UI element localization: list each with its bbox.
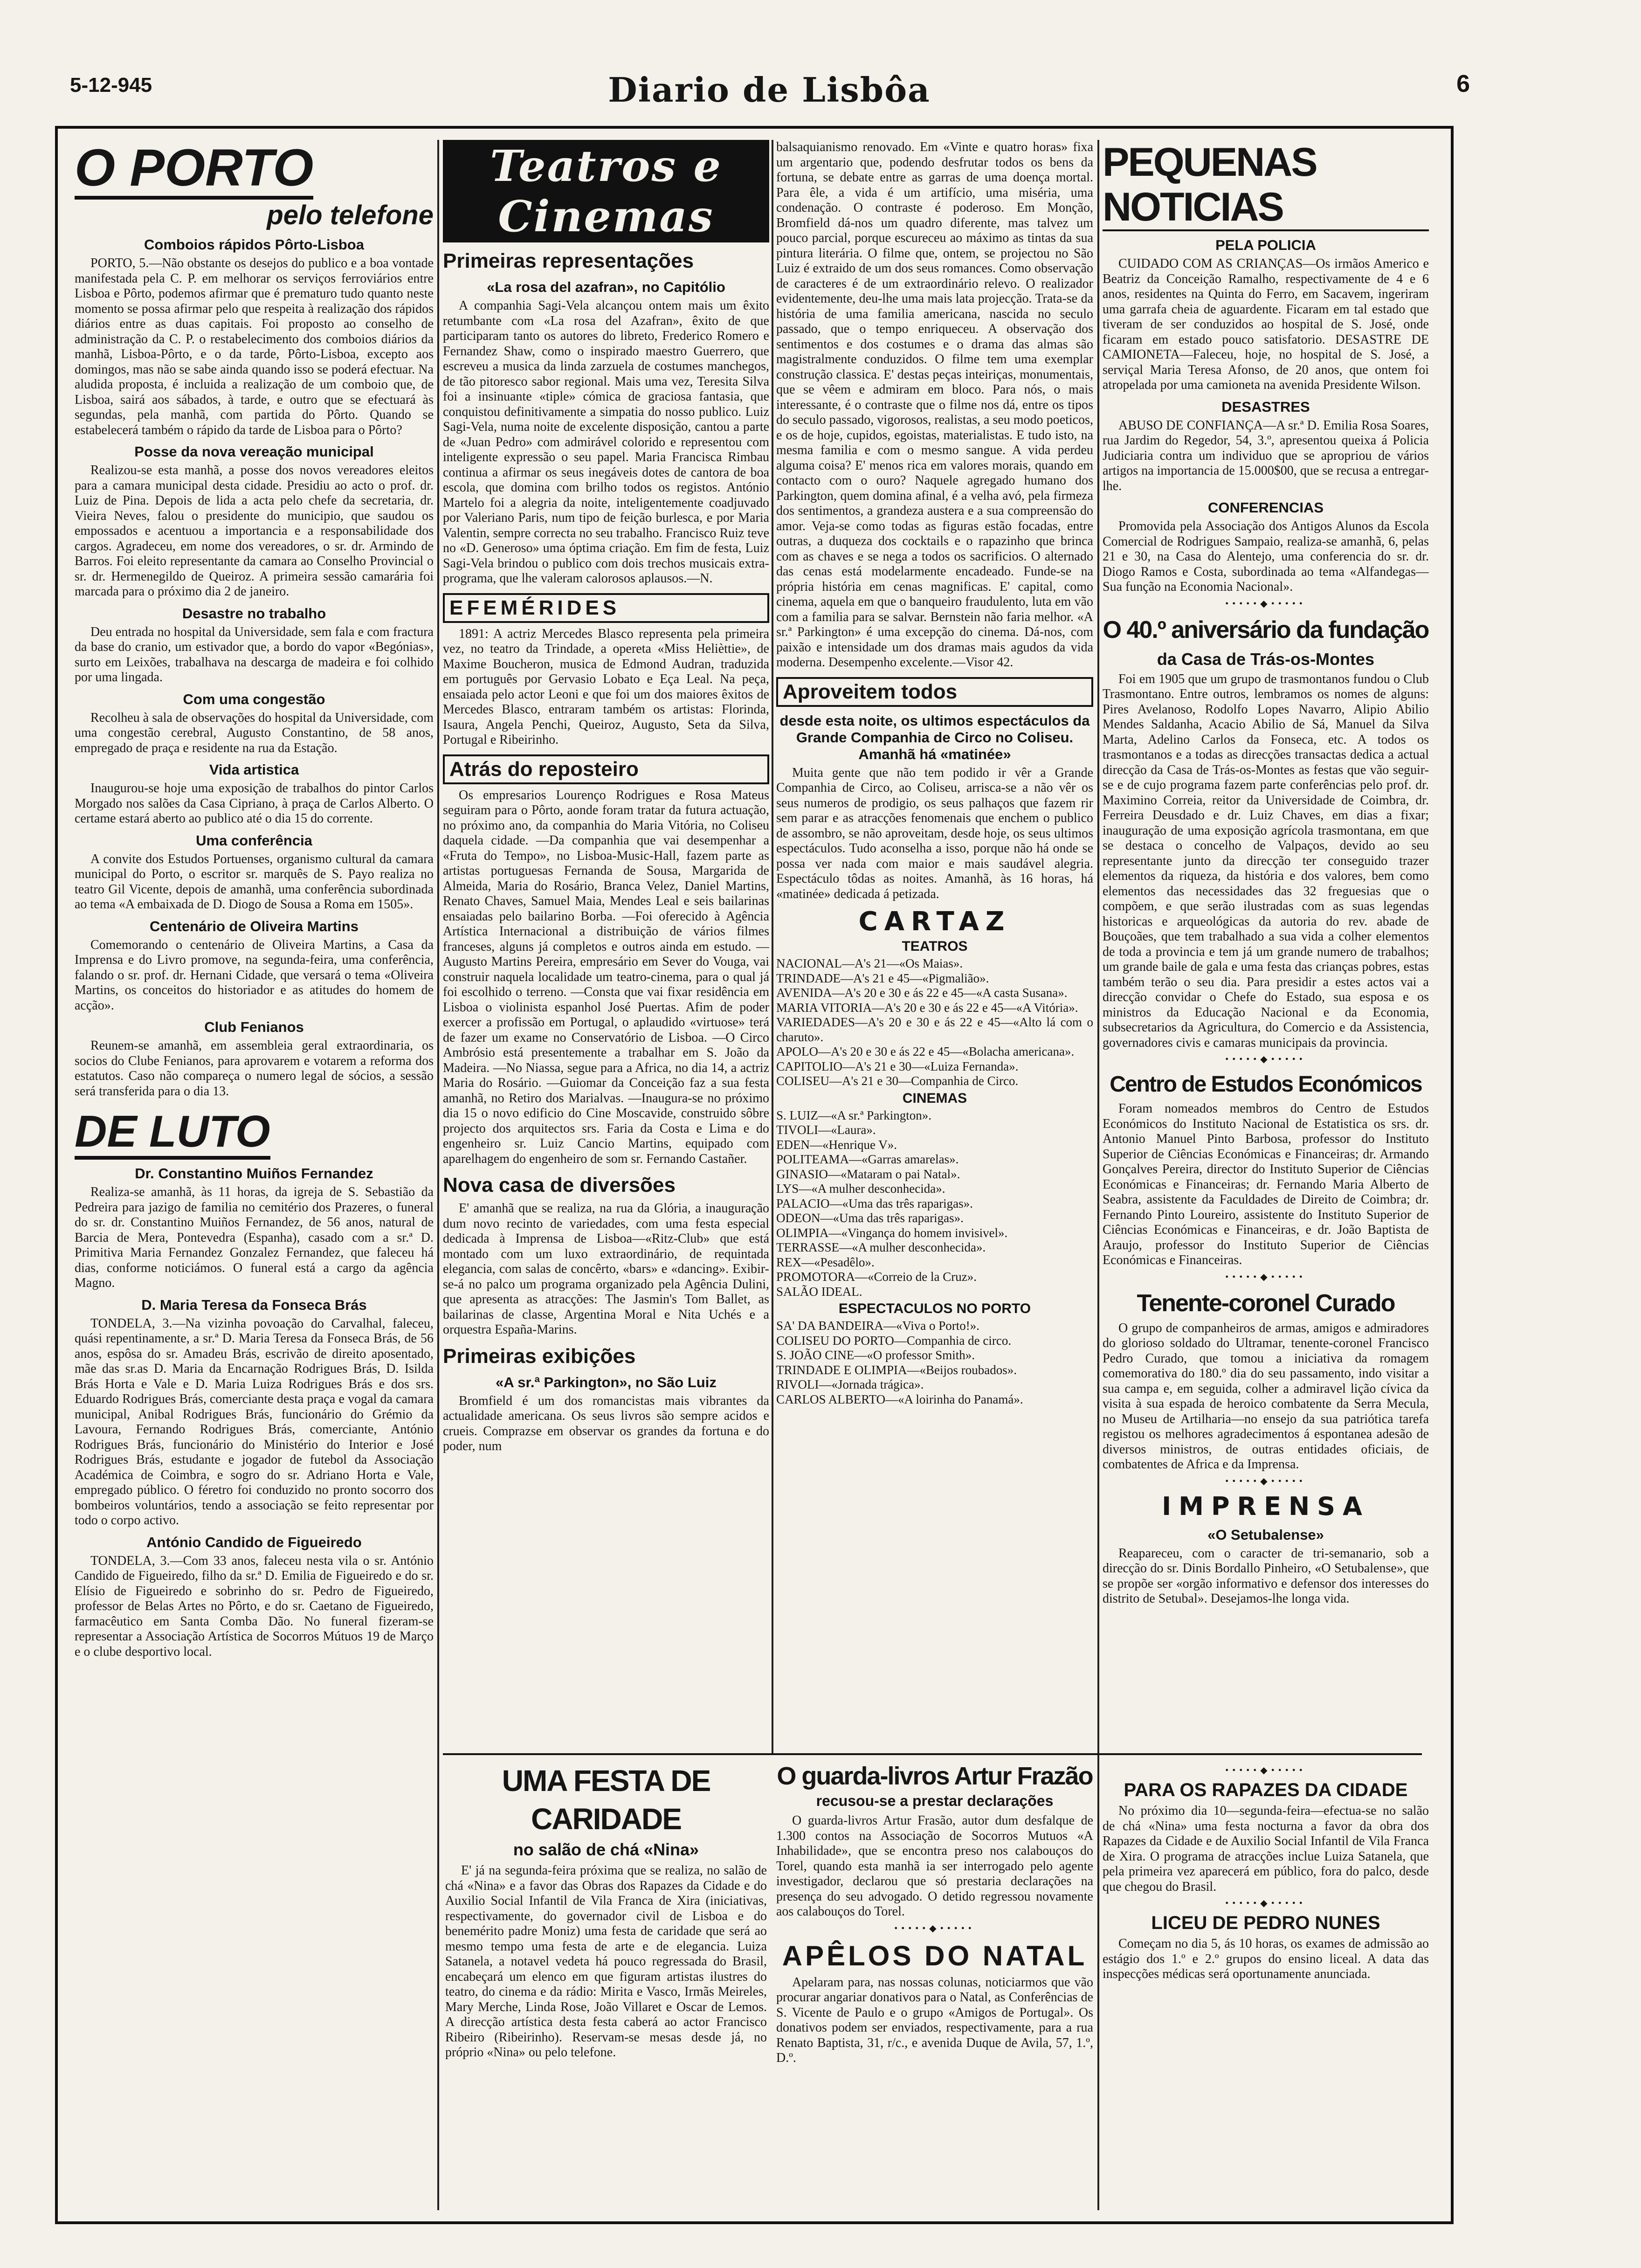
- divider-ornament: •••••◆•••••: [1225, 1476, 1306, 1487]
- column-rule: [772, 140, 773, 1753]
- article-heading: Club Fenianos: [204, 1019, 304, 1035]
- article-heading: O guarda-livros Artur Frazão: [777, 1762, 1093, 1790]
- article-body: Deu entrada no hospital da Universidade, sem fala e com fractura da base do cranio, um estivador que, a bordo do vapor «Begónias», surto em Leixões, trabalhava na descarga de madeira e foi colhido por uma lingada.: [75, 624, 434, 685]
- article-body: PORTO, 5.—Não obstante os desejos do publico e a boa vontade manifestada pela C. P. em melhorar os serviços ferroviários entre Lisboa e Pôrto, podemos afirmar que é prematuro tudo quanto neste momento se possa afirmar pelo que respeita à realização dos rápidos diários entre as duas capitais. Foi proposto ao conselho de administração da C. P. o restabelecimento dos comboios diários da manhã, Lisboa-Pôrto, e o da tarde, Pôrto-Lisboa, excepto aos domingos, mas não se sabe ainda quando isso se poderá efectuar. Na aludida proposta, é incluida a realização de um comboio que, de Lisboa, sairá aos sábados, à tarde, e outro que se efectuará às segundas, pela manhã, com partida do Pôrto. Quando se estabelecerá também o rápido da tarde de Lisboa para o Pôrto?: [75, 256, 434, 437]
- divider-ornament: •••••◆•••••: [1225, 1272, 1306, 1282]
- section-title-luto: DE LUTO: [75, 1107, 270, 1160]
- cartaz-porto-label: ESPECTACULOS NO PORTO: [838, 1301, 1031, 1316]
- list-item: NACIONAL—A's 21—«Os Maias».: [776, 956, 963, 970]
- column-rule: [437, 140, 439, 2210]
- article-body: balsaquianismo renovado. Em «Vinte e quatro horas» fixa um argentario que, podendo desfrutar todos os bens da fortuna, se debate entre as garras de uma doença mortal. Para êle, a vida é um artifício, uma miséria, uma condenação. O contraste é poderoso. Em Monção, Bromfield dá-nos um quadro diferente, mas talvez um pouco parcial, porque escureceu ao máximo as tintas da sua pintura literária. O filme que, ontem, se projectou no São Luiz é extraido de um dos seus romances. Como observação de caracteres é de um extraordinário relevo. O realizador evidentemente, deu-lhe uma mais lata projecção. Trata-se da história de uma familia americana, nascida no seculo passado, que o tempo enriqueceu. A observação dos sentimentos e dos costumes e o drama das almas são magistralmente conduzidos. O filme tem uma exemplar construção classica. E' destas peças inteiriças, monumentais, que se vêem e admiram em bloco. Para nós, o mais interessante, é o contraste que o filme nos dá, entre os tipos do seculo passado, vigorosos, realistas, a seu modo poeticos, e os de hoje, cupidos, egoistas, materialistas. E tudo isto, na mesma familia e com o mesmo sangue. A vida perdeu alguma coisa? E' menos rica em valores morais, quando em contacto com o ouro? Naquele agregado humano dos Parkington, quem domina afinal, é a velha avó, pela firmeza dos sentimentos, a grandeza austera e a sua compreensão do amor. Veja-se como todas as figuras estão focadas, entre outras, a duqueza dos cocktails e o rapazinho que brinca com as chaves e se nega a todos os sacrificios. O alternado das cenas está modelarmente encadeado. Funde-se na própria história em cenas magnificas. E' capital, como cinema, aquela em que o banqueiro fraudulento, luta em vão com a familia para se salvar. Bernstein não faria melhor. «A sr.ª Parkington» é uma excepção do cinema. Dá-nos, com paixão e intensidade um dos dramas mais agudos da vida moderna. Desempenho excelente.—Visor 42.: [776, 140, 1093, 670]
- list-item: PALACIO—«Uma das três raparigas».: [776, 1196, 973, 1210]
- list-item: SALÃO IDEAL.: [776, 1284, 862, 1299]
- obituary-body: TONDELA, 3.—Na vizinha povoação do Carvalhal, faleceu, quási repentinamente, a sr.ª D. Maria Teresa da Fonseca Brás, de 56 anos, espôsa do sr. Amadeu Brás, escrivão de direito aposentado, mãe das sr.as D. Maria da Encarnação Rodrigues Brás, D. Isilda Brás Horta e Vale e D. Maria Luiza Rodrigues Brás e dos srs. Eduardo Rodrigues Brás, comerciante desta praça e vogal da camara municipal, Anibal Rodrigues Brás, funcionário do Grémio da Lavoura, Fernando Rodrigues Brás, comerciante, António Rodrigues Brás, funcionário do Ministério do Interior e José Rodrigues Brás, estudante e jogador de futebol da Associação Académica de Coimbra, e sogro do sr. Adriano Horta e Vale, empregado público. O féretro foi conduzido no pronto socorro dos bombeiros voluntários, tendo a associação se feito representar por todo o corpo activo.: [75, 1316, 434, 1528]
- article-body: E' amanhã que se realiza, na rua da Glória, a inauguração dum novo recinto de variedades, com uma festa especial dedicada à Imprensa de Lisboa—«Ritz-Club» que está montado com um luxo extraordinário, de requintada elegancia, com salas de concêrto, «bars» e «dancing». Exibir-se-á no palco um programa organizado pela Agência Dulini, que apresenta as atracções: The Jasmin's Tom Ballet, as bailarinas de classe, Argentina Moral e Nita Uchés e a orquestra España-Marins.: [443, 1201, 769, 1337]
- bottom-article-frazao: [776, 1762, 1093, 2209]
- obituary-heading: António Candido de Figueiredo: [146, 1534, 362, 1550]
- article-body: Recolheu à sala de observações do hospital da Universidade, com uma congestão cerebral, Augusto Constantino, de 58 anos, empregado de praça e residente na rua da Estação.: [75, 710, 434, 755]
- masthead: [70, 70, 1469, 112]
- list-item: ODEON—«Uma das três raparigas».: [776, 1211, 964, 1225]
- article-body: Começam no dia 5, ás 10 horas, os exames de admissão ao estágio dos 1.º e 2.º grupos do ensino liceal. A data das inspecções médicas será oportunamente anunciada.: [1103, 1936, 1429, 1981]
- article-body: E' já na segunda-feira próxima que se realiza, no salão de chá «Nina» e a favor das Obras dos Rapazes da Cidade e do Auxilio Social Infantil de Vila Franca de Xira (iniciativas, respectivamente, do governador civil de Lisboa e do benemérito padre Moniz) uma festa de caridade que será ao mesmo tempo uma festa de arte e de elegancia. Luiza Satanela, a notavel vedeta há pouco regressada do Brasil, encabeçará um elenco em que figuram artistas ilustres do teatro, do cinema e da rádio: Mirita e Vasco, Irmãs Meireles, Mary Merche, Linda Rose, João Villaret e Oscar de Lemos. A direcção artística desta festa caberá ao actor Francisco Ribeiro (Ribeirinho). Reservam-se mesas desde já, no próprio «Nina» ou pelo telefone.: [445, 1863, 767, 2060]
- article-heading: Comboios rápidos Pôrto-Lisboa: [144, 236, 364, 253]
- list-item: RIVOLI—«Jornada trágica».: [776, 1377, 924, 1391]
- article-body: ABUSO DE CONFIANÇA—A sr.ª D. Emilia Rosa Soares, rua Jardim do Regedor, 54, 3.º, apresentou queixa á Policia Judiciaria contra um individuo que se apropriou de vários artigos na importancia de 15.000$00, que se recusa a entregar-lhe.: [1103, 418, 1429, 493]
- cartaz-cinemas-label: CINEMAS: [902, 1090, 967, 1106]
- article-body: A convite dos Estudos Portuenses, organismo cultural da camara municipal do Porto, o escritor sr. marquês de S. Payo realiza no teatro Gil Vicente, depois de amanhã, uma conferência subordinada ao tema «A embaixada de D. Diogo de Sousa a Roma em 1505».: [75, 851, 434, 912]
- cartaz-teatros-label: TEATROS: [902, 939, 968, 954]
- bottom-article-festa: [445, 1762, 767, 2209]
- list-item: AVENIDA—A's 20 e 30 e ás 22 e 45—«A casta Susana».: [776, 986, 1068, 1000]
- article-body: No próximo dia 10—segunda-feira—efectua-se no salão de chá «Nina» uma festa nocturna a favor da obra dos Rapazes da Cidade e de Auxilio Social Infantil de Vila Franca de Xira. O programa de atracções inclue Luiza Satanela, que pela primeira vez aparecerá em público, fora do palco, desde que chegou do Brasil.: [1103, 1804, 1429, 1894]
- obituary-body: TONDELA, 3.—Com 33 anos, faleceu nesta vila o sr. António Candido de Figueiredo, filho da sr.ª D. Emilia de Figueiredo e do sr. Elísio de Figueiredo e sobrinho do sr. Pedro de Figueiredo, professor de Belas Artes no Pôrto, e do sr. Caetano de Figueiredo, farmacêutico em Santa Comba Dão. No funeral fizeram-se representar a Associação Artística de Socorros Mútuos 19 de Março e o clube desportivo local.: [75, 1553, 434, 1659]
- list-item: PROMOTORA—«Correio de la Cruz».: [776, 1270, 977, 1284]
- article-heading: Aproveitem todos: [776, 677, 1093, 707]
- list-item: S. LUIZ—«A sr.ª Parkington».: [776, 1108, 931, 1122]
- cinemas-list: [776, 1108, 1093, 1300]
- article-body: Promovida pela Associação dos Antigos Alunos da Escola Comercial de Rodrigues Sampaio, realiza-se amanhã, 6, pelas 21 e 30, na Casa do Alentejo, uma conferencia do sr. dr. Diogo Ramos e Costa, subordinada ao tema «Alfandegas—Sua função na Economia Nacional».: [1103, 519, 1429, 594]
- column-porto: [75, 140, 434, 2210]
- article-heading: Centenário de Oliveira Martins: [150, 918, 359, 934]
- article-body: O grupo de companheiros de armas, amigos e admiradores do glorioso soldado do Ultramar, tenente-coronel Francisco Pedro Curado, que tomou a iniciativa da romagem comemorativa do 180.º dia do seu passamento, indo visitar a sua campa e, em seguida, colher a admiravel lição cívica da visita à sua espada de heroico combatente da Serra Mecula, no Museu de Artilharia—no ensejo da sua patriótica tarefa registou os melhores agradecimentos á espontanea adesão de diversos ministros, de outras entidades oficiais, de combatentes de Africa e da Imprensa.: [1103, 1321, 1429, 1472]
- article-heading: LICEU DE PEDRO NUNES: [1151, 1913, 1380, 1933]
- column-pequenas-noticias: [1103, 140, 1429, 1753]
- article-body: Comemorando o centenário de Oliveira Martins, a Casa da Imprensa e do Livro promove, na segunda-feira, uma conferência, falando o sr. prof. dr. Hernani Cidade, que versará o tema «Oliveira Martins, os conceitos do historiador e as atitudes do homem de acção».: [75, 937, 434, 1013]
- column-cartaz: [776, 140, 1093, 1753]
- article-subheading: «La rosa del azafran», no Capitólio: [487, 279, 725, 295]
- list-item: MARIA VITORIA—A's 20 e 30 e ás 22 e 45—«A Vitória».: [776, 1000, 1078, 1015]
- newspaper-title: Diario de Lisbôa: [608, 70, 931, 110]
- article-body: Muita gente que não tem podido ir vêr a Grande Companhia de Circo, ao Coliseu, arrisca-se a não vêr os seus numeros de prodigio, os seus palhaços que fazem rir sem parar e as atracções fenomenais que enchem o publico de assombro, se não aproveitam, desde hoje, os seus ultimos espectáculos. Tudo aconselha a isso, porque não há onde se possa ver nada com maior e mais saudável alegria. Espectáculo tôdas as noites. Amanhã, às 16 horas, há «matinée» dedicada á petizada.: [776, 765, 1093, 901]
- article-heading: PELA POLICIA: [1215, 237, 1316, 253]
- article-body: Realizou-se esta manhã, a posse dos novos vereadores eleitos para a camara municipal desta cidade. Presidiu ao acto o prof. dr. Luiz de Pina. Depois de lida a acta pelo chefe da secretaria, dr. Vieira Neves, falou o presidente do municipio, que saudou os empossados e acentuou a importancia e a responsabilidade dos cargos. Agradeceu, em nome dos vereadores, o sr. dr. Armindo de Barros. Foi eleito representante da camara ao Conselho Provincial o sr. dr. Hermenegildo de Queiroz. A primeira sessão camarária foi marcada para o próximo dia 2 de janeiro.: [75, 463, 434, 599]
- article-heading: Tenente-coronel Curado: [1137, 1289, 1395, 1317]
- column-rule: [1097, 140, 1099, 2210]
- teatros-list: [776, 956, 1093, 1089]
- article-subheading: da Casa de Trás-os-Montes: [1157, 649, 1375, 669]
- article-body: Inaugurou-se hoje uma exposição de trabalhos do pintor Carlos Morgado nos salões da Casa Cipriano, à praça de Carlos Alberto. O certame estará aberto ao publico até o dia 15 do corrente.: [75, 781, 434, 826]
- divider-ornament: •••••◆•••••: [1225, 598, 1306, 609]
- article-heading: Vida artistica: [209, 761, 299, 778]
- section-subtitle: pelo telefone: [267, 200, 434, 230]
- article-subheading: recusou-se a prestar declarações: [816, 1792, 1054, 1809]
- list-item: GINASIO—«Mataram o pai Natal».: [776, 1167, 960, 1181]
- list-item: TIVOLI—«Laura».: [776, 1123, 876, 1137]
- article-heading: Primeiras exibições: [443, 1344, 636, 1368]
- article-heading: CONFERENCIAS: [1207, 499, 1324, 516]
- obituary-body: Realiza-se amanhã, às 11 horas, da igreja de S. Sebastião da Pedreira para jazigo de familia no cemitério dos Prazeres, o funeral do sr. dr. Constantino Muiños Fernandez, de 56 anos, natural de Barcia de Mera, Pontevedra (Espanha), casado com a sr.ª D. Primitiva Maria Fernandez Gonzalez Fernandez, que faleceu há dias, conforme noticiámos. O funeral está a cargo da agência Magno.: [75, 1185, 434, 1290]
- article-heading: Primeiras representações: [443, 249, 694, 272]
- section-title-porto: O PORTO: [75, 140, 313, 200]
- obituary-heading: D. Maria Teresa da Fonseca Brás: [141, 1296, 367, 1313]
- article-body: Foram nomeados membros do Centro de Estudos Económicos do Instituto Nacional de Estatistica os srs. dr. Antonio Manuel Pinto Barbosa, professor do Instituto Superior de Ciências Económicas e Financeiras; dr. Armando Gonçalves Pereira, director do Instituto Superior de Ciências Económicas e Financeiras; dr. Fernando Maria Alberto de Seabra, assistente da Faculdades de Direito de Coimbra; dr. Fernando Pinto Loureiro, assistente do Instituto Superior de Ciências Económicas e Financeiras, e dr. João Baptista de Araujo, professor do Instituto Superior de Ciências Económicas e Financeiras.: [1103, 1101, 1429, 1267]
- divider-ornament: •••••◆•••••: [1225, 1898, 1306, 1908]
- list-item: COLISEU—A's 21 e 30—Companhia de Circo.: [776, 1074, 1019, 1088]
- article-heading: IMPRENSA: [1162, 1491, 1370, 1521]
- divider-ornament: •••••◆•••••: [894, 1923, 975, 1934]
- list-item: S. JOÃO CINE—«O professor Smith».: [776, 1348, 975, 1362]
- article-heading: DESASTRES: [1221, 398, 1310, 415]
- article-subheading: «O Setubalense»: [1207, 1526, 1324, 1543]
- article-heading: Posse da nova vereação municipal: [134, 443, 374, 460]
- article-subheading: no salão de chá «Nina»: [513, 1840, 699, 1859]
- page-number: 6: [1456, 70, 1470, 97]
- article-heading: APÊLOS DO NATAL: [782, 1940, 1088, 1971]
- article-body: Os empresarios Lourenço Rodrigues e Rosa Mateus seguiram para o Pôrto, aonde foram tratar da futura actuação, no próximo ano, da companhia do Maria Vitória, no Coliseu daquela cidade. —Da companhia que vai desempenhar a «Fruta do Tempo», no Lisboa-Music-Hall, fazem parte as artistas portuguesas Fernanda de Sousa, Margarida de Almeida, Maria do Rosário, Branca Velez, Daniel Martins, Renato Chaves, Samuel Maia, Mendes Leal e seis bailarinas ensaiadas pelo bailarino Borba. —Foi oferecido à Agência Artística Internacional a distribuição de vários filmes franceses, alguns já completos e outros ainda em estudo. —Augusto Martins Pereira, empresário em Sever do Vouga, vai construir naquela localidade um teatro-cinema, para o qual já foi escolhido o terreno. —Consta que vai fixar residência em Lisboa o violinista espanhol José Puertas. Afim de poder exercer a profissão em Portugal, o aplaudido «virtuose» terá de fazer um exame no Conservatório de Lisboa. —O Circo Ambrósio está presentemente a trabalhar em S. João da Madeira. —No Niassa, segue para a Africa, no dia 14, a actriz Maria do Rosário. —Guiomar da Conceição faz a sua festa amanhã, no Retiro dos Marialvas. —Inaugura-se no próximo dia 15 o novo edificio do Cine Moscavide, construido sôbre projecto dos arquitectos srs. Faria da Costa e Lima e do engenheiro sr. Luiz Cancio Martins, equipado com aparelhagem do engenheiro de som sr. Fernando Castañer.: [443, 788, 769, 1166]
- divider-ornament: •••••◆•••••: [1225, 1765, 1306, 1776]
- article-heading: Com uma congestão: [183, 691, 325, 707]
- article-body: O guarda-livros Artur Frasão, autor dum desfalque de 1.300 contos na Associação de Socorros Mutuos «A Inhabilidade», que se encontra preso nos calabouços do Torel, quando esta manhã ia ser interrogado pelo agente investigador, declarou que só prestaria declarações na presença do seu advogado. O detido regressou novamente aos calabouços do Torel.: [776, 1813, 1093, 1919]
- list-item: OLIMPIA—«Vingança do homem invisivel».: [776, 1225, 1008, 1240]
- article-body: Foi em 1905 que um grupo de trasmontanos fundou o Club Trasmontano. Entre outros, lembramos os nomes de alguns: Pires Avelanoso, Rodolfo Lopes Navarro, Alipio Abilio Mendes Saldanha, Acacio Abilio de Sá, Manuel da Silva Marta, Adelino Carlos da Fonseca, etc. A todos os trasmontanos e a todas as direcções transactas dedica a actual direcção da Casa de Trás-os-Montes as festas que vão seguir-se e de cujo programa fazem parte conferências pelo prof. dr. Maximino Correia, reitor da Universidade de Coimbra, dr. Ferreira Deusdado e dr. Luiz Chaves, em dias a fixar; inauguração de uma exposição agrícola trasmontana, em que se destaca o concelho de Valpaços, devido ao seu representante junto da direcção ter conseguido trazer elementos da riqueza, da história e dos valores, bem como elementos das necessidades das 32 freguesias que o compõem, e que serão ilustradas com as suas legendas historicas e arqueológicas da autoria do rev. abade de Bouçoães, que tem trabalhado a sua vida a colher elementos de toda a provincia e tem já um grande numero de trabalhos; um grande baile de gala e uma festa das crianças pobres, estas também terão o seu dia. Para presidir a estes actos vai a direcção convidar o Chefe do Estado, sua esposa e os ministros da Educação Nacional e da Economia, subsecretarios da Agricultura, do Comercio e da Assistencia, governadores civis e camaras municipais da provincia.: [1103, 671, 1429, 1050]
- obituary-heading: Dr. Constantino Muiños Fernandez: [135, 1165, 373, 1182]
- list-item: EDEN—«Henrique V».: [776, 1137, 897, 1152]
- article-body: 1891: A actriz Mercedes Blasco representa pela primeira vez, no teatro da Trindade, a opereta «Miss Helièttie», de Maxime Boucheron, musica de Edmond Audran, traduzida em português por Gervasio Lobato e Eça Leal. Na peça, ensaiada pelo actor Leoni e que foi um dos maiores êxitos de Mercedes Blasco, entraram também os artistas: Florinda, Isaura, Angela Penchi, Queiroz, Augusto, Seta da Silva, Portugal e Ribeirinho.: [443, 626, 769, 747]
- list-item: TRINDADE—A's 21 e 45—«Pigmalião».: [776, 971, 989, 985]
- article-body: A companhia Sagi-Vela alcançou ontem mais um êxito retumbante com «La rosa del Azafran», êxito de que participaram tanto os autores do libreto, Frederico Romero e Fernandez Shaw, como o inspirado maestro Guerrero, que escreveu a musica da linda zarzuela de costumes manchegos, de tão pitoresco sabor regional. Mais uma vez, Teresita Silva foi a insinuante «tiple» cómica de graciosa fantasia, que conquistou definitivamente a simpatia do nosso publico. Luiz Sagi-Vela, numa noite de excelente disposição, cantou a parte de «Juan Pedro» com admirável colorido e representou com inteligente expressão o seu papel. Maria Francisca Rimbau continua a afirmar os seus inegáveis dotes de cantora de boa escola, que domina com brilho todos os registos. António Martelo foi a alegria da noite, inteligentemente coadjuvado por Valeriano Paris, num tipo de feição burlesca, e por Maria Valentin, sempre correcta no seu trabalho. Francisco Ruiz teve no «D. Generoso» uma óptima criação. Em fim de festa, Luiz Sagi-Vela brindou o publico com dois trechos musicais extra-programa, que lhe valeram calorosos aplausos.—N.: [443, 298, 769, 586]
- article-subheading: desde esta noite, os ultimos espectáculos da Grande Companhia de Circo no Coliseu. Amanhã há «matinée»: [779, 712, 1090, 762]
- list-item: TRINDADE E OLIMPIA—«Beijos roubados».: [776, 1362, 1017, 1377]
- cartaz-title: CARTAZ: [858, 906, 1011, 937]
- list-item: APOLO—A's 20 e 30 e ás 22 e 45—«Bolacha americana».: [776, 1044, 1075, 1058]
- bottom-article-rapazes: [1103, 1762, 1429, 2209]
- article-body: Apelaram para, nas nossas colunas, noticiarmos que vão procurar angariar donativos para o Natal, as Conferências de S. Vicente de Paulo e o grupo «Amigos de Portugal». Os donativos podem ser enviados, respectivamente, para a rua Renato Baptista, 31, r/c., e avenida Duque de Avila, 57, 1.º, D.º.: [776, 1975, 1093, 2065]
- article-heading: PARA OS RAPAZES DA CIDADE: [1124, 1780, 1408, 1800]
- article-body: Bromfield é um dos romancistas mais vibrantes da actualidade americana. Os seus livros são sempre acidos e crueis. Comprazse em observar os grandes da fortuna e do poder, num: [443, 1393, 769, 1453]
- list-item: CARLOS ALBERTO—«A loirinha do Panamá».: [776, 1392, 1023, 1406]
- section-title-pequenas-noticias: PEQUENAS NOTICIAS: [1103, 140, 1429, 231]
- list-item: LYS—«A mulher desconhecida».: [776, 1182, 945, 1196]
- list-item: POLITEAMA—«Garras amarelas».: [776, 1152, 959, 1166]
- list-item: REX—«Pesadêlo».: [776, 1255, 875, 1269]
- article-body: CUIDADO COM AS CRIANÇAS—Os irmãos Americo e Beatriz da Conceição Ramalho, respectivamente de 4 e 6 anos, residentes na Quinta do Ferro, em Sacavem, ingeriram uma garrafa cheia de aguardente. Ficaram em tal estado que tiveram de ser conduzidos ao hospital de S. José, onde ficaram em estado pouco satisfatorio. DESASTRE DE CAMIONETA—Faleceu, hoje, no hospital de S. José, a serviçal Maria Teresa Afonso, de 20 anos, que ontem foi atropelada por uma camioneta na avenida Presidente Wilson.: [1103, 256, 1429, 392]
- article-heading: Nova casa de diversões: [443, 1174, 676, 1196]
- article-heading: Uma conferência: [196, 832, 312, 849]
- list-item: COLISEU DO PORTO—Companhia de circo.: [776, 1333, 1012, 1348]
- article-heading: O 40.º aniversário da fundação: [1103, 616, 1429, 643]
- article-heading: Desastre no trabalho: [182, 605, 326, 622]
- article-heading: Atrás do reposteiro: [443, 754, 769, 784]
- divider-ornament: •••••◆•••••: [1225, 1054, 1306, 1065]
- issue-date: 5-12-945: [70, 74, 152, 97]
- list-item: VARIEDADES—A's 20 e 30 e ás 22 e 45—«Alto lá com o charuto».: [776, 1015, 1093, 1044]
- porto-list: [776, 1319, 1093, 1407]
- article-body: Reapareceu, com o caracter de tri-semanario, sob a direcção do sr. Dinis Bordallo Pinheiro, «O Setubalense», que se propõe ser «orgão informativo e defensor dos interesses do distrito de Setubal». Desejamos-lhe longa vida.: [1103, 1546, 1429, 1606]
- article-heading: UMA FESTA DE CARIDADE: [502, 1764, 710, 1836]
- article-heading: EFEMÉRIDES: [443, 593, 769, 623]
- article-body: Reunem-se amanhã, em assembleia geral extraordinaria, os socios do Clube Fenianos, para aprovarem e votarem a reforma dos estatutos. Caso não compareça o numero legal de sócios, a sessão será transferida para o dia 13.: [75, 1038, 434, 1099]
- article-heading: Centro de Estudos Económicos: [1110, 1072, 1422, 1097]
- article-subheading: «A sr.ª Parkington», no São Luiz: [496, 1374, 717, 1390]
- column-teatros: [443, 140, 769, 1753]
- list-item: TERRASSE—«A mulher desconhecida».: [776, 1240, 986, 1254]
- list-item: SA' DA BANDEIRA—«Viva o Porto!».: [776, 1319, 979, 1333]
- section-banner-teatros: Teatros e Cinemas: [443, 140, 769, 242]
- list-item: CAPITOLIO—A's 21 e 30—«Luiza Fernanda».: [776, 1059, 1019, 1073]
- section-rule: [443, 1753, 1422, 1755]
